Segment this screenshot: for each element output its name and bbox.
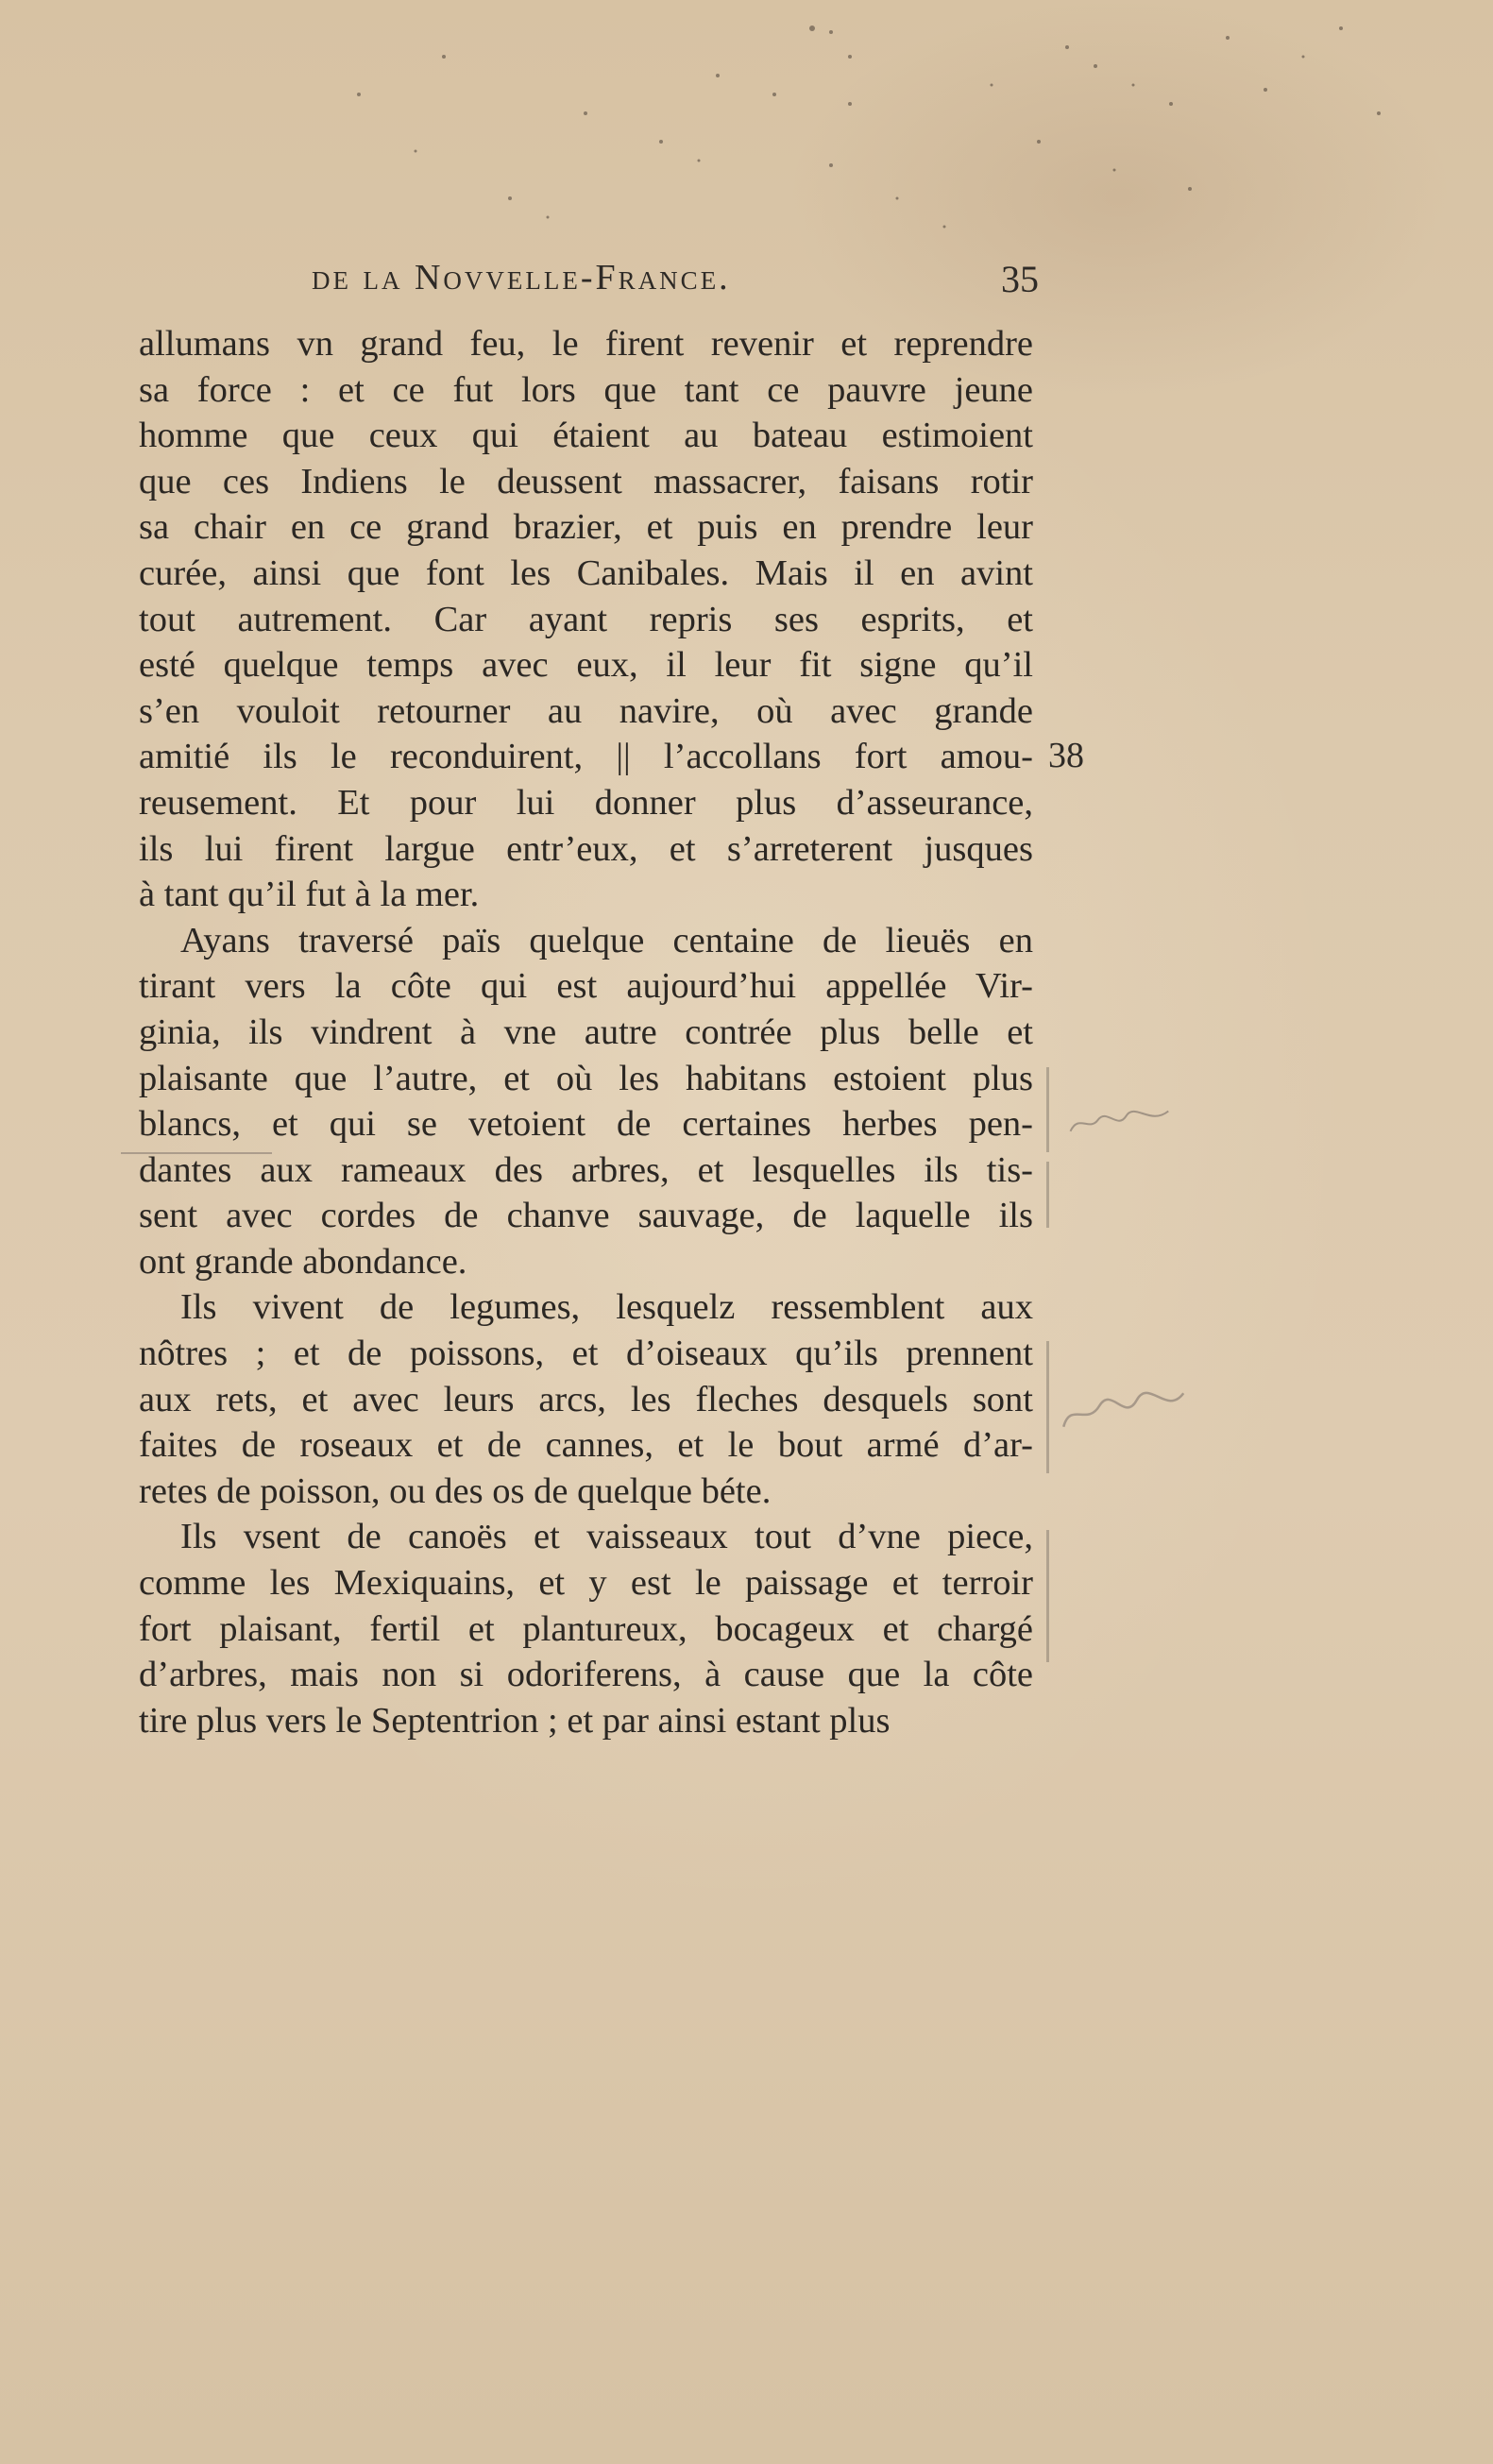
text-line: d’arbres, mais non si odoriferens, à cause que la côte	[139, 1655, 1033, 1695]
pencil-bracket	[1046, 1341, 1049, 1473]
text-line: retes de poisson, ou des os de quelque béte.	[139, 1470, 772, 1511]
body-text	[139, 321, 1033, 1743]
text-line: à tant qu’il fut à la mer.	[139, 875, 480, 915]
text-line: curée, ainsi que font les Canibales. Mais il en avint	[139, 552, 1033, 593]
paragraph	[139, 1514, 1033, 1743]
pencil-underline	[121, 1152, 272, 1154]
text-line: s’en vouloit retourner au navire, où avec grande	[139, 690, 1033, 731]
page-number: 35	[1001, 258, 1039, 300]
handwritten-annotation	[1064, 1097, 1180, 1148]
text-line: homme que ceux qui étaient au bateau estimoient	[139, 416, 1033, 456]
text-line: Ils vsent de canoës et vaisseaux tout d’vne piece,	[180, 1517, 1033, 1557]
text-line: plaisante que l’autre, et où les habitans estoient plus	[139, 1058, 1033, 1098]
pencil-bracket	[1046, 1162, 1049, 1228]
text-line: reusement. Et pour lui donner plus d’asseurance,	[139, 782, 1033, 823]
text-line: tout autrement. Car ayant repris ses esprits, et	[139, 599, 1033, 639]
pencil-bracket	[1046, 1067, 1049, 1152]
text-line: allumans vn grand feu, le firent revenir et reprendre	[139, 324, 1033, 364]
pencil-bracket	[1046, 1530, 1049, 1662]
paragraph	[139, 321, 1033, 918]
text-line: amitié ils le reconduirent, || l’accollans fort amou-	[139, 737, 1033, 777]
foxing-stains	[0, 0, 1493, 246]
text-line: ont grande abondance.	[139, 1241, 467, 1282]
text-line: Ayans traversé païs quelque centaine de lieuës en	[180, 920, 1033, 960]
paragraph	[139, 1284, 1033, 1514]
text-line: blancs, et qui se vetoient de certaines herbes pen-	[139, 1104, 1033, 1145]
paragraph	[139, 918, 1033, 1285]
pencil-scribble-icon	[1064, 1097, 1179, 1143]
text-line: esté quelque temps avec eux, il leur fit signe qu’il	[139, 645, 1033, 686]
text-line: que ces Indiens le deussent massacrer, faisans rotir	[139, 461, 1033, 501]
text-line: nôtres ; et de poissons, et d’oiseaux qu’ils prennent	[139, 1334, 1033, 1374]
text-line: comme les Mexiquains, et y est le paissage et terroir	[139, 1563, 1033, 1604]
text-line: aux rets, et avec leurs arcs, les fleches desquels sont	[139, 1379, 1033, 1419]
text-line: ils lui firent largue entr’eux, et s’arreterent jusques	[139, 828, 1033, 869]
text-line: Ils vivent de legumes, lesquelz ressemblent aux	[180, 1287, 1033, 1328]
text-line: tirant vers la côte qui est aujourd’hui appellée Vir-	[139, 966, 1033, 1007]
text-line: faites de roseaux et de cannes, et le bout armé d’ar-	[139, 1425, 1033, 1466]
text-line: dantes aux rameaux des arbres, et lesquelles ils tis-	[139, 1149, 1033, 1190]
text-line: fort plaisant, fertil et plantureux, bocageux et chargé	[139, 1608, 1033, 1649]
running-head-title: de la Novvelle-France.	[312, 258, 731, 297]
handwritten-annotation	[1055, 1378, 1192, 1447]
text-line: tire plus vers le Septentrion ; et par ainsi estant plus	[139, 1700, 891, 1741]
running-head	[312, 257, 1039, 314]
text-line: sa force : et ce fut lors que tant ce pauvre jeune	[139, 369, 1033, 410]
text-line: ginia, ils vindrent à vne autre contrée plus belle et	[139, 1011, 1033, 1052]
original-page-marker: 38	[1048, 736, 1084, 775]
text-line: sa chair en ce grand brazier, et puis en prendre leur	[139, 507, 1033, 548]
pencil-scribble-icon	[1055, 1378, 1191, 1438]
text-line: sent avec cordes de chanve sauvage, de laquelle ils	[139, 1196, 1033, 1236]
